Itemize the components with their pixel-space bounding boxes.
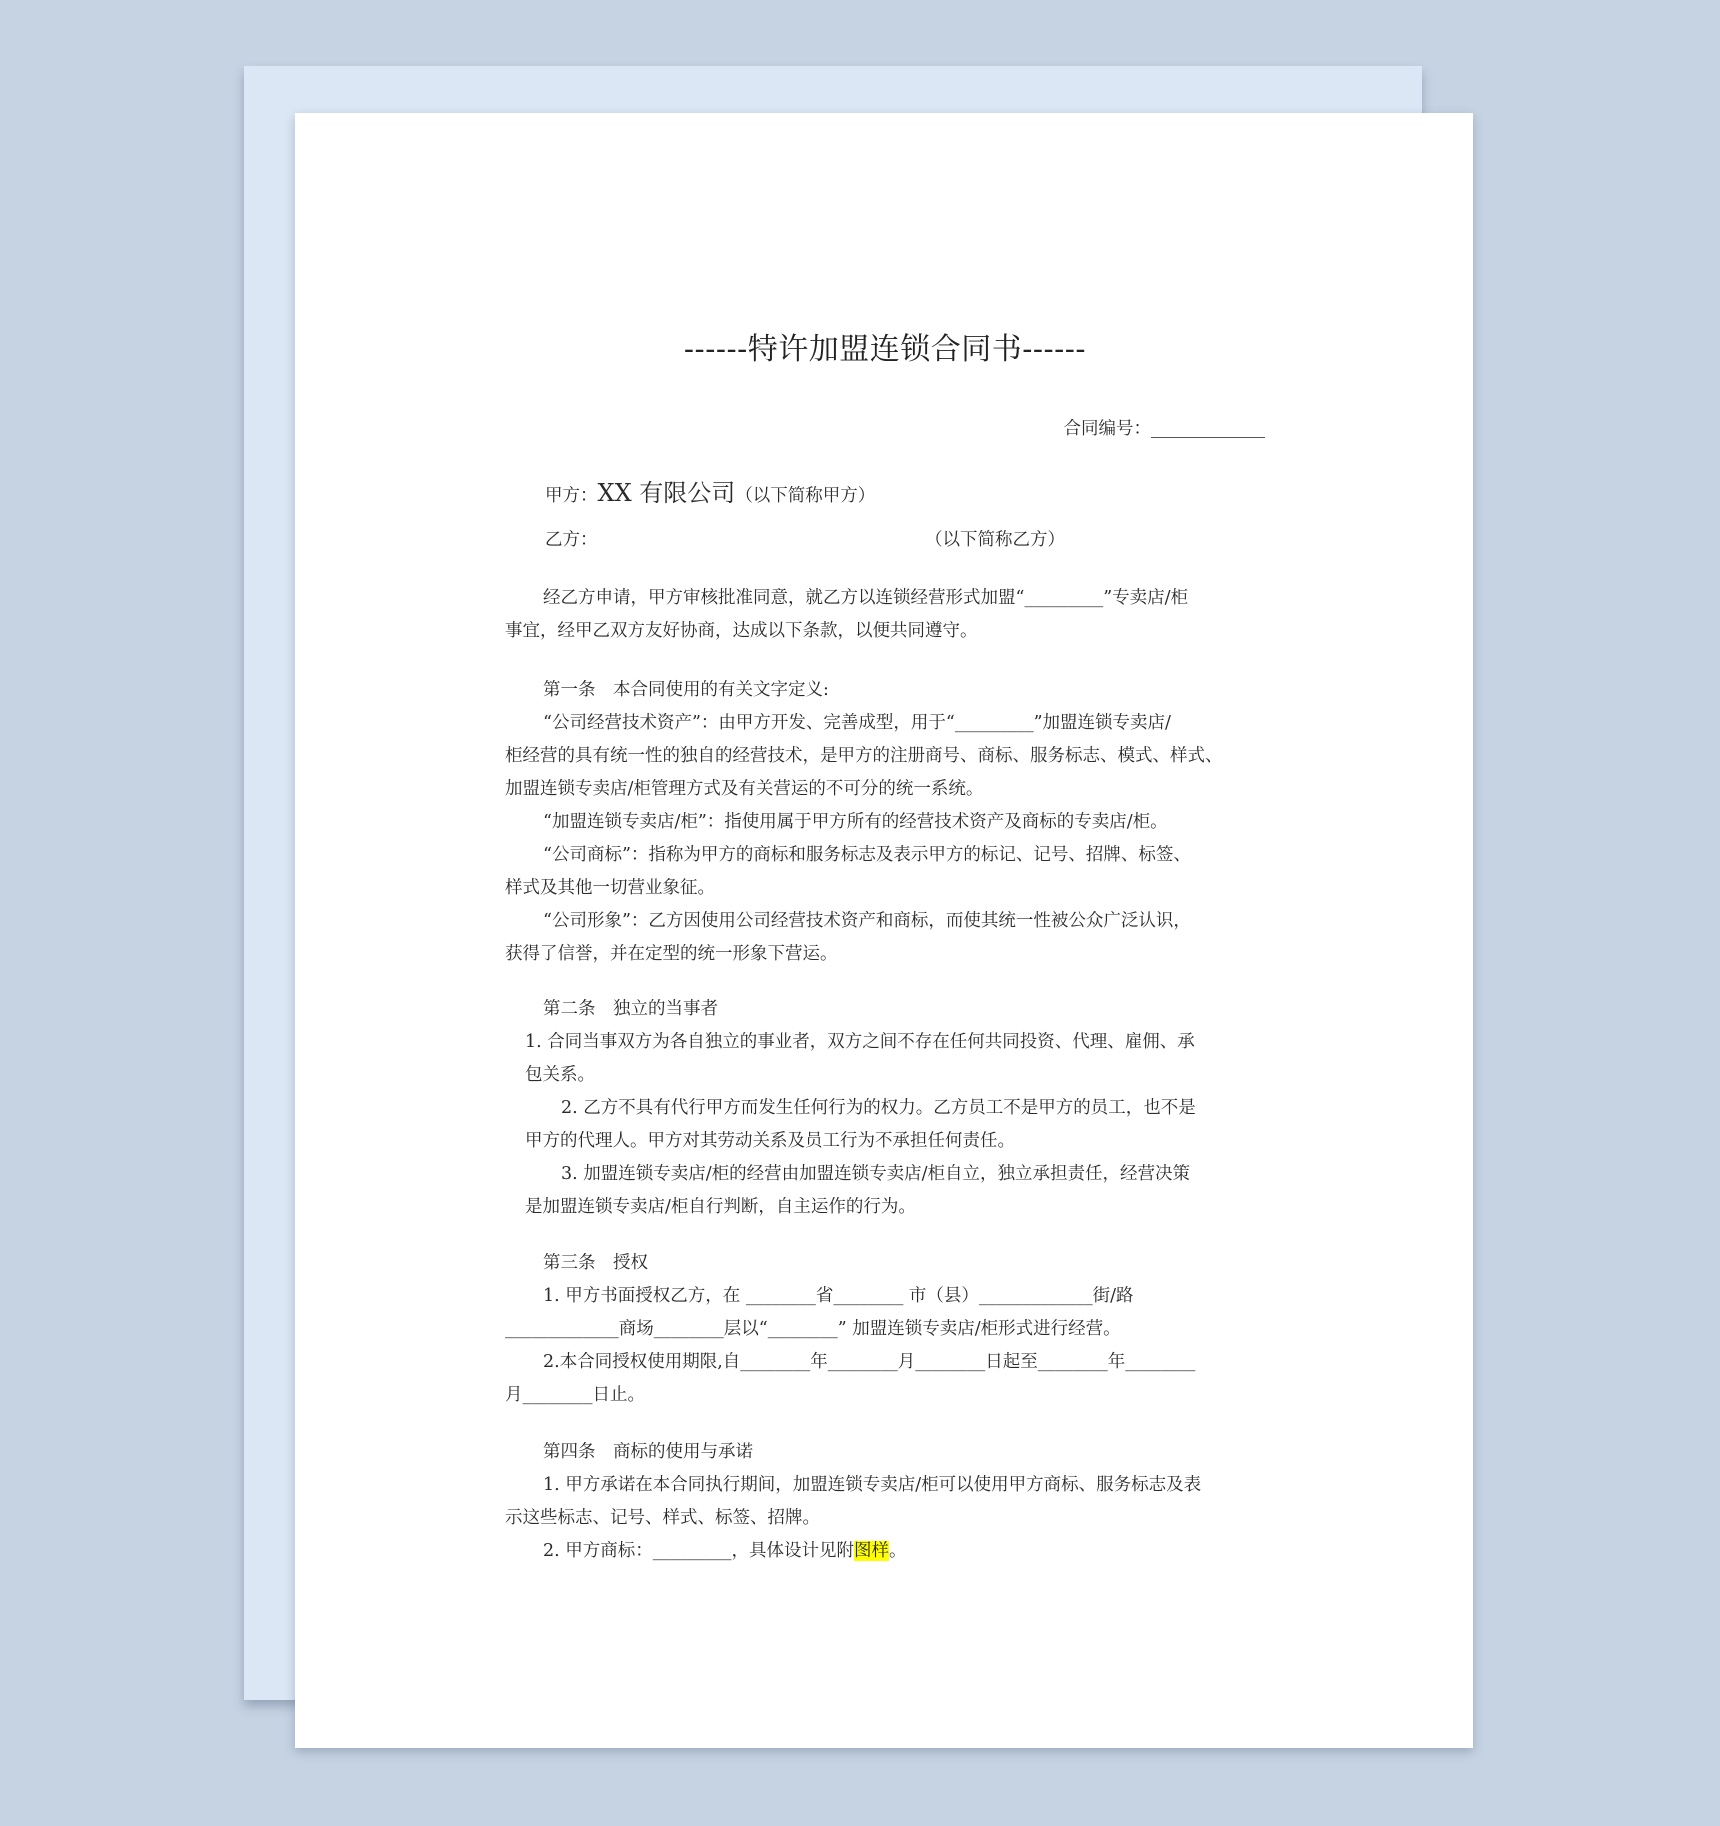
party-a-note: （以下简称甲方） <box>735 486 876 506</box>
article-3-heading: 第三条 授权 <box>543 1253 648 1273</box>
paragraph-line: 甲方的代理人。甲方对其劳动关系及员工行为不承担任何责任。 <box>525 1131 1015 1151</box>
party-b-note: （以下简称乙方） <box>925 530 1065 550</box>
contract-number-label: 合同编号： <box>1063 419 1151 439</box>
party-b-line <box>545 524 1265 557</box>
party-a-line <box>545 477 875 513</box>
party-b-label: 乙方： <box>545 530 598 550</box>
article-2-heading: 第二条 独立的当事者 <box>543 999 718 1019</box>
paragraph-line: 经乙方申请，甲方审核批准同意，就乙方以连锁经营形式加盟“_________”专卖店/柜 <box>543 588 1189 608</box>
party-a-label: 甲方： <box>545 486 598 506</box>
paragraph-line: 是加盟连锁专卖店/柜自行判断，自主运作的行为。 <box>525 1197 916 1217</box>
paragraph-line: 示这些标志、记号、样式、标签、招牌。 <box>505 1508 820 1528</box>
intro-paragraph <box>505 582 1265 648</box>
paragraph-line: 加盟连锁专卖店/柜管理方式及有关营运的不可分的统一系统。 <box>505 779 984 799</box>
article-4-heading: 第四条 商标的使用与承诺 <box>543 1442 753 1462</box>
contract-number-blank <box>1151 415 1265 438</box>
paragraph-line: “加盟连锁专卖店/柜”：指使用属于甲方所有的经营技术资产及商标的专卖店/柜。 <box>543 812 1168 832</box>
paragraph-line: 获得了信誉，并在定型的统一形象下营运。 <box>505 944 838 964</box>
article-1 <box>505 674 1265 971</box>
contract-number <box>1064 413 1266 446</box>
paragraph-line: 1. 合同当事双方为各自独立的事业者，双方之间不存在任何共同投资、代理、雇佣、承 <box>525 1032 1195 1052</box>
paragraph-line: 3. 加盟连锁专卖店/柜的经营由加盟连锁专卖店/柜自立，独立承担责任，经营决策 <box>561 1164 1191 1184</box>
paragraph-line: “公司商标”：指称为甲方的商标和服务标志及表示甲方的标记、记号、招牌、标签、 <box>543 845 1191 865</box>
party-a-company: XX 有限公司 <box>597 479 736 507</box>
paragraph-line: 1. 甲方承诺在本合同执行期间，加盟连锁专卖店/柜可以使用甲方商标、服务标志及表 <box>543 1475 1202 1495</box>
paragraph-line: _____________商场________层以“________” 加盟连锁专卖店/柜形式进行经营。 <box>505 1319 1121 1339</box>
highlighted-text: 图样 <box>854 1541 890 1561</box>
paragraph-line: 月________日止。 <box>505 1385 645 1405</box>
trademark-line-end: 。 <box>889 1541 907 1561</box>
paragraph-line: 1. 甲方书面授权乙方，在 ________省________ 市（县）_____________街/路 <box>543 1286 1134 1306</box>
paragraph-line: 包关系。 <box>525 1065 595 1085</box>
article-4 <box>505 1436 1265 1568</box>
article-2 <box>505 993 1265 1224</box>
paragraph-line: 2.本合同授权使用期限,自________年________月________日起至________年________ <box>543 1352 1196 1372</box>
paragraph-line: 柜经营的具有统一性的独自的经营技术，是甲方的注册商号、商标、服务标志、模式、样式、 <box>505 746 1223 766</box>
paragraph-line: 2. 乙方不具有代行甲方而发生任何行为的权力。乙方员工不是甲方的员工，也不是 <box>561 1098 1196 1118</box>
trademark-line-text: 2. 甲方商标：_________，具体设计见附 <box>543 1541 855 1561</box>
paragraph-line: 事宜，经甲乙双方友好协商，达成以下条款，以便共同遵守。 <box>505 621 978 641</box>
paragraph-line: 样式及其他一切营业象征。 <box>505 878 715 898</box>
article-3 <box>505 1247 1265 1412</box>
paragraph-line: “公司形象”：乙方因使用公司经营技术资产和商标，而使其统一性被公众广泛认识， <box>543 911 1191 931</box>
article-1-heading: 第一条 本合同使用的有关文字定义: <box>543 680 829 700</box>
document-title: ------特许加盟连锁合同书------ <box>683 332 1087 367</box>
paragraph-line <box>505 1535 1265 1568</box>
paragraph-line: “公司经营技术资产”：由甲方开发、完善成型，用于“_________”加盟连锁专卖店/ <box>543 713 1171 733</box>
document-page <box>295 113 1473 1748</box>
